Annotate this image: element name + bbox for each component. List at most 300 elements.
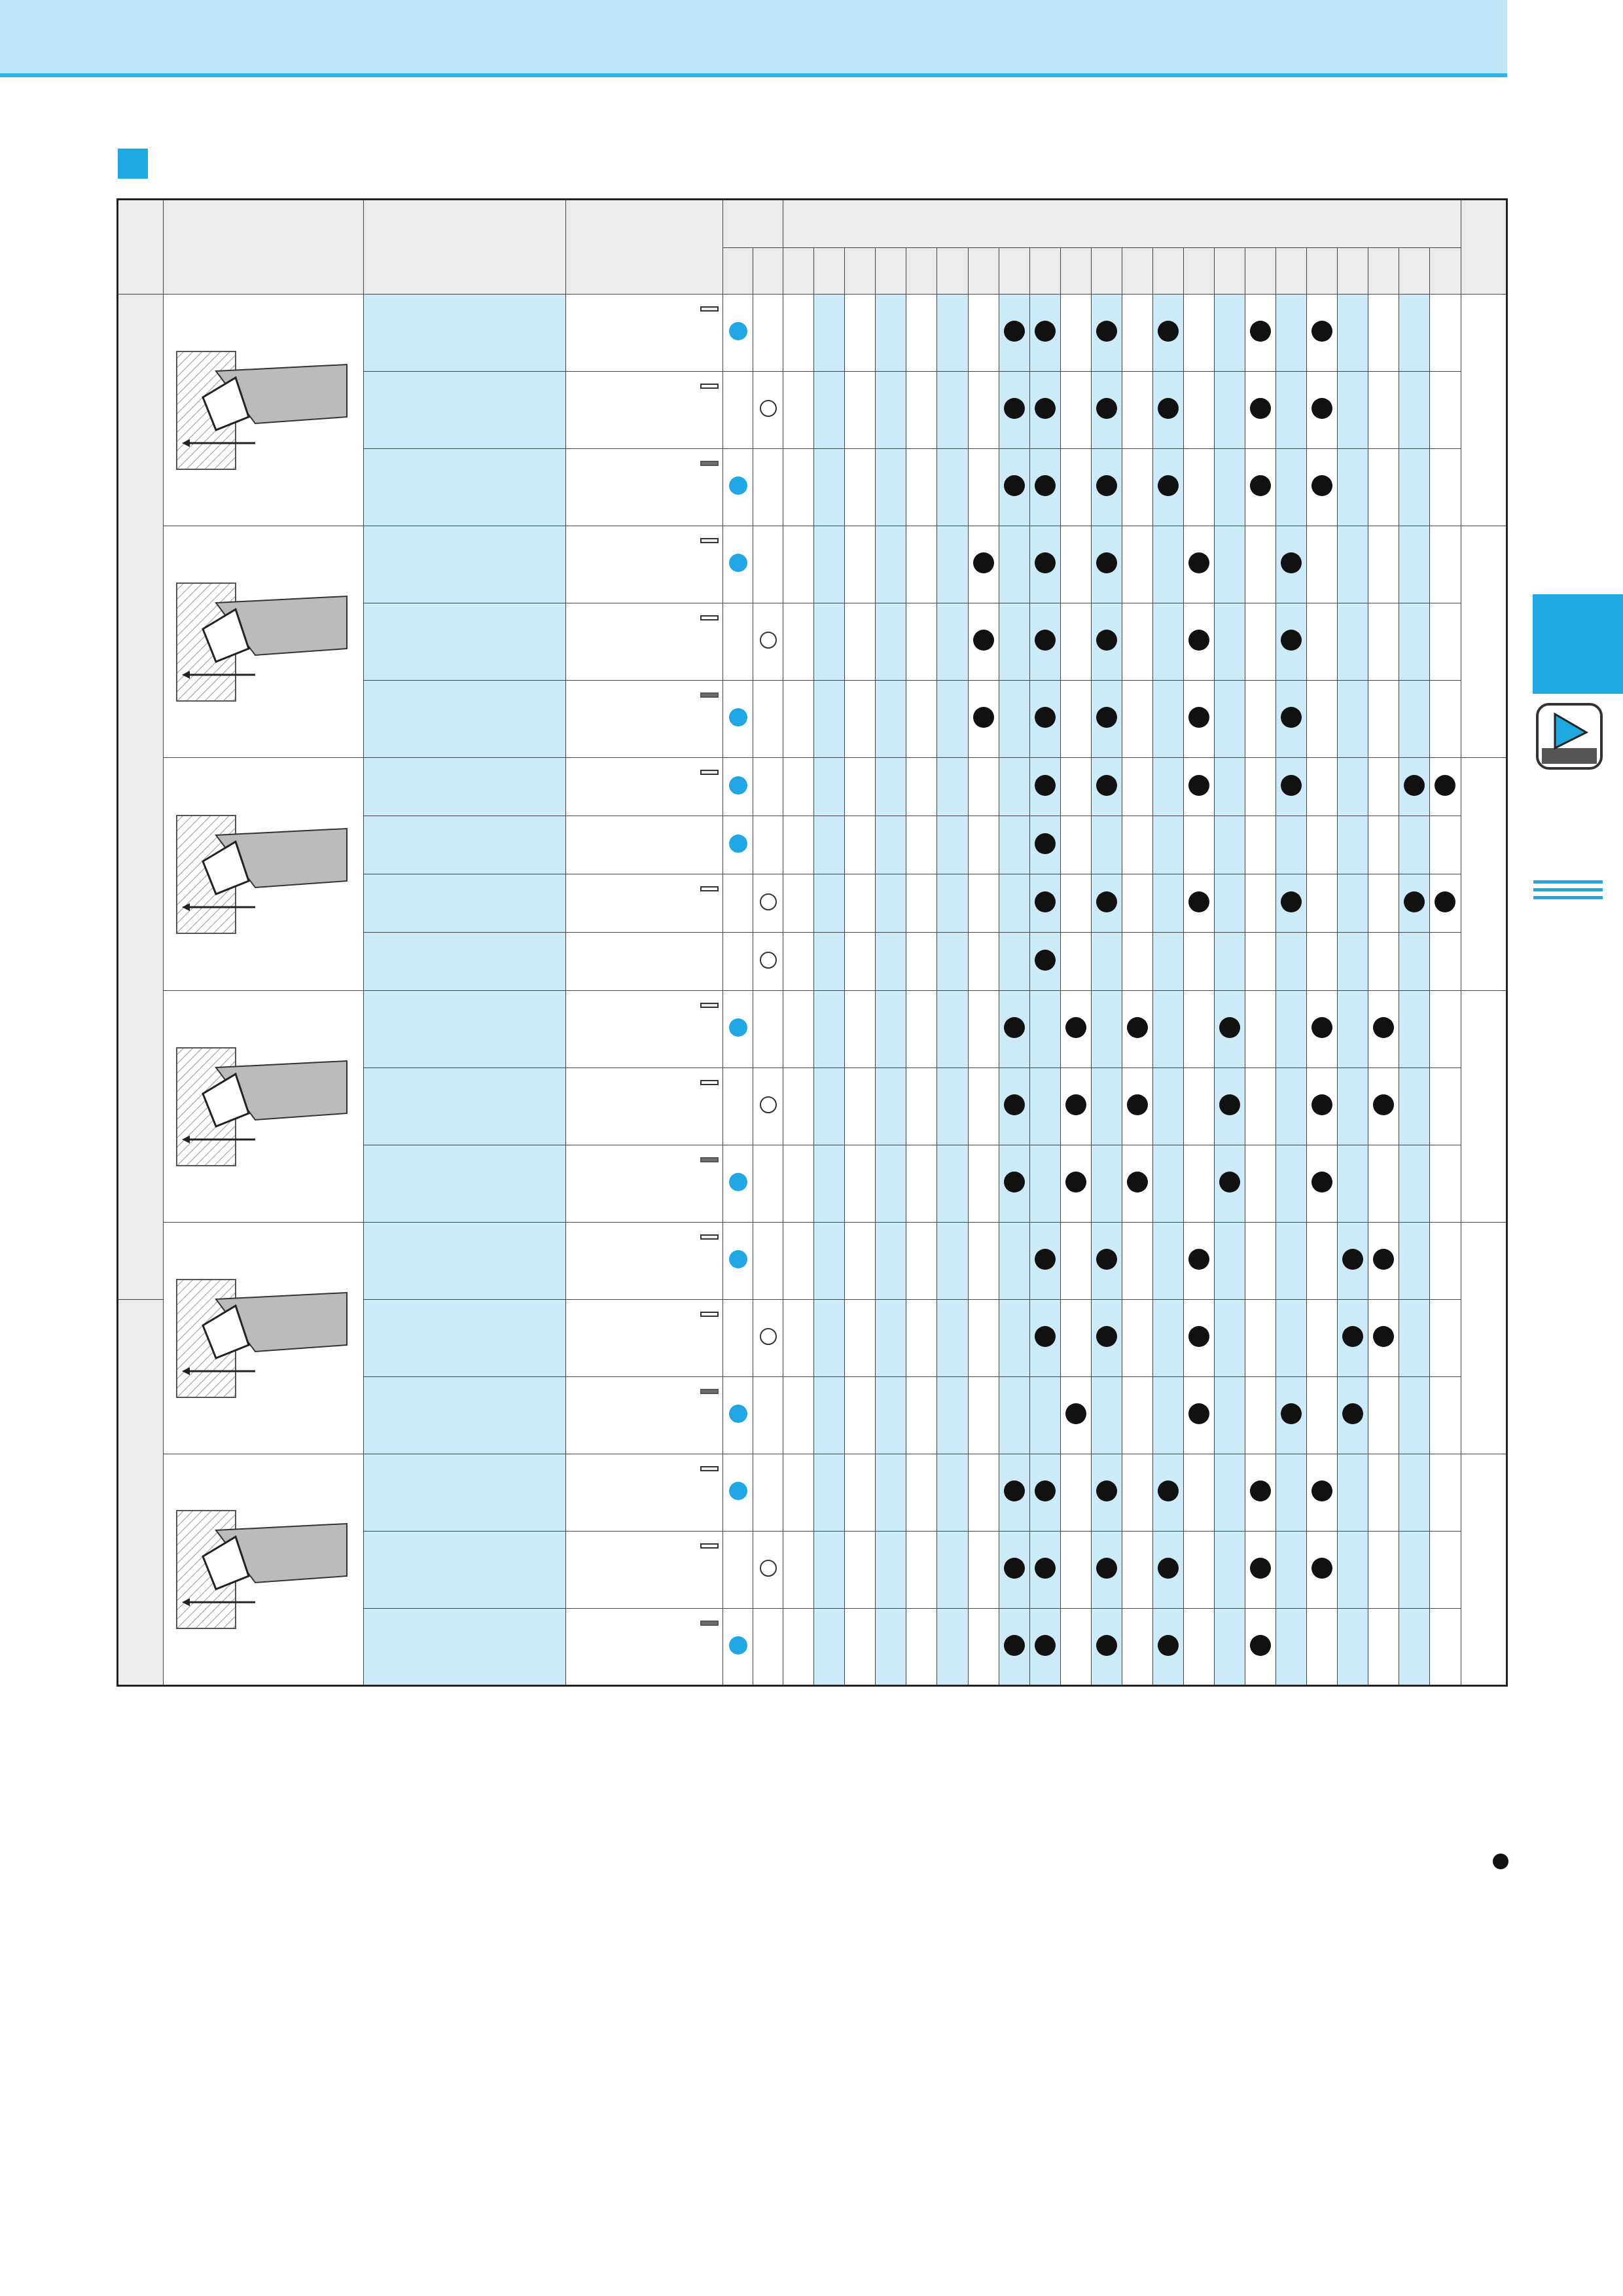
bore-cell	[1245, 681, 1275, 758]
bore-cell	[1060, 526, 1091, 603]
bore-cell	[1214, 1609, 1245, 1686]
bore-cell	[814, 295, 845, 372]
available-dot	[1035, 1480, 1056, 1501]
bore-cell	[1214, 874, 1245, 933]
bore-cell	[1307, 1532, 1338, 1609]
bore-cell	[1368, 1454, 1399, 1532]
shank-type	[565, 1068, 722, 1145]
bore-cell	[876, 1223, 906, 1300]
bore-cell	[814, 603, 845, 681]
shank-type	[565, 1223, 722, 1300]
bore-cell	[1183, 1609, 1214, 1686]
bore-cell	[1183, 1223, 1214, 1300]
bore-cell	[1029, 874, 1060, 933]
bore-cell	[1152, 874, 1183, 933]
bore-cell	[1275, 933, 1306, 991]
bore-cell	[845, 1068, 876, 1145]
see-page-link[interactable]	[1461, 526, 1507, 758]
bore-cell	[999, 1454, 1029, 1532]
bore-cell	[876, 1300, 906, 1377]
bore-cell	[814, 1068, 845, 1145]
coolant-yes-cell	[723, 449, 753, 526]
bore-cell	[1060, 1377, 1091, 1454]
bore-cell	[1307, 681, 1338, 758]
available-dot	[1373, 1017, 1394, 1038]
available-dot	[1035, 630, 1056, 651]
available-dot	[1342, 1403, 1363, 1424]
available-dot	[1435, 891, 1455, 912]
bore-cell	[1122, 758, 1152, 816]
bore-cell	[906, 1145, 937, 1223]
bore-cell	[876, 1145, 906, 1223]
bore-cell	[1368, 603, 1399, 681]
bore-cell	[1245, 1532, 1275, 1609]
boring-bar-type[interactable]	[364, 1223, 565, 1300]
bore-cell	[845, 1377, 876, 1454]
bore-cell	[999, 758, 1029, 816]
bore-cell	[1399, 758, 1430, 816]
bore-cell	[1245, 1609, 1275, 1686]
available-dot	[1188, 1249, 1209, 1270]
bore-cell	[937, 816, 968, 874]
bore-cell	[906, 933, 937, 991]
available-dot	[1158, 398, 1179, 419]
bore-cell	[1152, 933, 1183, 991]
bore-cell	[906, 681, 937, 758]
coolant-yes-cell	[723, 526, 753, 603]
bore-cell	[1122, 991, 1152, 1068]
bore-cell	[968, 991, 999, 1068]
bore-cell	[1399, 1377, 1430, 1454]
coolant-no-mark	[760, 1560, 777, 1577]
table-row	[118, 295, 1507, 372]
bore-cell	[1183, 603, 1214, 681]
bore-cell	[1368, 1532, 1399, 1609]
shank-material-badge	[700, 770, 719, 775]
shank-type	[565, 603, 722, 681]
bore-cell	[845, 991, 876, 1068]
bore-cell	[968, 816, 999, 874]
available-dot	[1065, 1172, 1086, 1193]
bore-cell	[1245, 1145, 1275, 1223]
bore-cell	[968, 295, 999, 372]
see-page-link[interactable]	[1461, 758, 1507, 991]
coolant-yes-mark	[729, 1173, 747, 1191]
boring-bar-type[interactable]	[364, 681, 565, 758]
bore-cell	[1091, 295, 1122, 372]
available-dot	[1096, 1480, 1117, 1501]
boring-bar-type[interactable]	[364, 1609, 565, 1686]
bore-cell	[814, 933, 845, 991]
bore-cell	[1399, 1223, 1430, 1300]
bore-cell	[1029, 1532, 1060, 1609]
available-dot	[1004, 475, 1025, 496]
bore-cell	[1430, 1068, 1461, 1145]
bore-cell	[1060, 1300, 1091, 1377]
bore-cell	[999, 449, 1029, 526]
bore-cell	[937, 1532, 968, 1609]
available-dot	[1342, 1326, 1363, 1347]
bore-cell	[1307, 991, 1338, 1068]
boring-bar-type[interactable]	[364, 1377, 565, 1454]
bore-cell	[814, 449, 845, 526]
bore-cell	[1275, 1223, 1306, 1300]
bore-cell	[783, 1532, 814, 1609]
table-row	[118, 1223, 1507, 1300]
bore-cell	[968, 1145, 999, 1223]
bore-cell	[1060, 991, 1091, 1068]
available-dot	[1035, 398, 1056, 419]
boring-bar-type[interactable]	[364, 295, 565, 372]
bore-cell	[1060, 874, 1091, 933]
bore-cell	[1029, 526, 1060, 603]
bore-cell	[1275, 295, 1306, 372]
bore-cell	[1214, 526, 1245, 603]
bore-cell	[1060, 758, 1091, 816]
shank-material-badge	[700, 615, 719, 620]
bore-cell	[999, 372, 1029, 449]
bore-cell	[906, 372, 937, 449]
bore-diameter-header	[999, 248, 1029, 295]
bore-cell	[906, 1068, 937, 1145]
bore-cell	[1152, 816, 1183, 874]
bore-cell	[999, 874, 1029, 933]
shank-material-badge	[700, 1621, 719, 1626]
bore-cell	[1183, 1454, 1214, 1532]
overview-shape-drawing	[164, 297, 360, 524]
bore-cell	[1091, 1377, 1122, 1454]
coolant-no-cell	[753, 603, 783, 681]
bore-cell	[1307, 933, 1338, 991]
bore-cell	[1060, 603, 1091, 681]
bore-cell	[1029, 295, 1060, 372]
bore-cell	[1122, 681, 1152, 758]
overview-shape-drawing	[164, 994, 360, 1220]
bore-cell	[1245, 295, 1275, 372]
shank-material-badge	[700, 1312, 719, 1317]
bore-cell	[937, 1300, 968, 1377]
bore-cell	[1399, 449, 1430, 526]
shank-type	[565, 449, 722, 526]
boring-bar-type[interactable]	[364, 449, 565, 526]
bore-cell	[1245, 816, 1275, 874]
bore-cell	[876, 1609, 906, 1686]
bore-cell	[1338, 603, 1368, 681]
bore-cell	[1152, 1454, 1183, 1532]
bore-cell	[1430, 816, 1461, 874]
overview-shape	[164, 526, 364, 758]
bore-cell	[999, 603, 1029, 681]
bore-cell	[1307, 758, 1338, 816]
bore-cell	[1029, 1223, 1060, 1300]
chapter-tab[interactable]	[1533, 594, 1623, 694]
bore-cell	[1368, 526, 1399, 603]
bore-cell	[1060, 1068, 1091, 1145]
available-dot	[1373, 1094, 1394, 1115]
bore-cell	[814, 1609, 845, 1686]
bore-cell	[968, 372, 999, 449]
see-page-link[interactable]	[1461, 1454, 1507, 1686]
available-dot	[1035, 1635, 1056, 1656]
bore-cell	[999, 1145, 1029, 1223]
coolant-no-mark	[760, 632, 777, 649]
boring-bar-type[interactable]	[364, 1145, 565, 1223]
bore-diameter-header	[1430, 248, 1461, 295]
bore-cell	[1091, 1068, 1122, 1145]
bore-cell	[1122, 1609, 1152, 1686]
bore-cell	[1183, 1068, 1214, 1145]
available-dot	[1004, 1172, 1025, 1193]
bore-cell	[968, 933, 999, 991]
bore-cell	[1338, 681, 1368, 758]
bore-cell	[1152, 1377, 1183, 1454]
coolant-no-cell	[753, 1377, 783, 1454]
available-dot	[1219, 1094, 1240, 1115]
bore-diameter-header	[1060, 248, 1091, 295]
bore-cell	[937, 603, 968, 681]
bore-cell	[1029, 1145, 1060, 1223]
boring-bar-type[interactable]	[364, 603, 565, 681]
bore-cell	[1060, 1532, 1091, 1609]
bore-cell	[1122, 1223, 1152, 1300]
bore-cell	[1245, 1377, 1275, 1454]
bore-cell	[1183, 758, 1214, 816]
bore-cell	[1091, 372, 1122, 449]
bore-cell	[1060, 933, 1091, 991]
bore-cell	[1214, 1223, 1245, 1300]
available-dot	[1065, 1017, 1086, 1038]
bore-cell	[1122, 372, 1152, 449]
bore-cell	[906, 1609, 937, 1686]
available-dot	[1281, 707, 1302, 728]
bore-cell	[937, 1145, 968, 1223]
bore-cell	[814, 1300, 845, 1377]
bore-cell	[1338, 816, 1368, 874]
available-dot	[1096, 552, 1117, 573]
bore-diameter-header	[1183, 248, 1214, 295]
bore-cell	[1060, 1223, 1091, 1300]
bore-cell	[1275, 526, 1306, 603]
bore-cell	[1091, 991, 1122, 1068]
boring-bar-type[interactable]	[364, 372, 565, 449]
boring-bar-type[interactable]	[364, 758, 565, 816]
available-dot	[1096, 321, 1117, 342]
bore-cell	[1152, 1300, 1183, 1377]
boring-bar-type[interactable]	[364, 991, 565, 1068]
bore-cell	[999, 991, 1029, 1068]
bore-cell	[1430, 1532, 1461, 1609]
bore-cell	[876, 1532, 906, 1609]
bore-cell	[906, 816, 937, 874]
available-dot	[1127, 1094, 1148, 1115]
available-dot	[1127, 1172, 1148, 1193]
bore-cell	[1338, 295, 1368, 372]
bore-cell	[1091, 933, 1122, 991]
bore-diameter-header	[783, 248, 814, 295]
coolant-yes-cell	[723, 1300, 753, 1377]
bore-cell	[906, 1377, 937, 1454]
shank-type	[565, 681, 722, 758]
bore-cell	[1368, 1300, 1399, 1377]
bore-cell	[968, 1532, 999, 1609]
boring-bar-type[interactable]	[364, 1532, 565, 1609]
bore-cell	[1214, 372, 1245, 449]
bore-cell	[1399, 1068, 1430, 1145]
bore-cell	[1307, 372, 1338, 449]
bore-cell	[1245, 758, 1275, 816]
bore-diameter-header	[1091, 248, 1122, 295]
see-page-link[interactable]	[1461, 295, 1507, 526]
coolant-yes-mark	[729, 554, 747, 572]
bore-cell	[1338, 372, 1368, 449]
bore-cell	[1430, 295, 1461, 372]
boring-bar-type[interactable]	[364, 1300, 565, 1377]
bore-diameter-header	[876, 248, 906, 295]
coolant-no-cell	[753, 1300, 783, 1377]
bore-cell	[1245, 1223, 1275, 1300]
see-page-link[interactable]	[1461, 1223, 1507, 1454]
see-page-link[interactable]	[1461, 991, 1507, 1223]
available-dot	[1188, 552, 1209, 573]
bore-cell	[1183, 1377, 1214, 1454]
available-dot	[1035, 1326, 1056, 1347]
bore-cell	[968, 1068, 999, 1145]
bore-diameter-header	[845, 248, 876, 295]
available-dot	[1035, 475, 1056, 496]
bore-cell	[1060, 1454, 1091, 1532]
coolant-no-cell	[753, 1454, 783, 1532]
bore-cell	[814, 991, 845, 1068]
available-dot	[1158, 1558, 1179, 1579]
bore-cell	[1029, 816, 1060, 874]
available-dot	[1373, 1326, 1394, 1347]
available-dot	[1188, 1326, 1209, 1347]
coolant-yes-cell	[723, 1532, 753, 1609]
boring-bar-type[interactable]	[364, 933, 565, 991]
shank-material-badge	[700, 384, 719, 389]
available-dot	[1004, 398, 1025, 419]
bore-cell	[968, 1377, 999, 1454]
footnote-dot-icon	[1493, 1854, 1508, 1869]
coolant-no-cell	[753, 816, 783, 874]
bore-cell	[1368, 1377, 1399, 1454]
bore-cell	[1122, 1454, 1152, 1532]
bore-cell	[783, 874, 814, 933]
bore-cell	[1214, 1068, 1245, 1145]
available-dot	[1435, 775, 1455, 796]
available-dot	[1096, 630, 1117, 651]
bore-cell	[1029, 1377, 1060, 1454]
top-band	[0, 0, 1507, 77]
bore-cell	[1338, 526, 1368, 603]
bore-cell	[1091, 1145, 1122, 1223]
shank-material-badge	[700, 886, 719, 891]
bore-cell	[1368, 874, 1399, 933]
available-dot	[1250, 398, 1271, 419]
boring-bar-type[interactable]	[364, 526, 565, 603]
bore-cell	[876, 449, 906, 526]
available-dot	[1035, 1249, 1056, 1270]
bore-cell	[1338, 1223, 1368, 1300]
bore-cell	[1275, 681, 1306, 758]
bore-cell	[937, 681, 968, 758]
bore-cell	[1245, 449, 1275, 526]
boring-bar-type-header	[364, 200, 565, 295]
bore-cell	[1307, 295, 1338, 372]
overview-shape-drawing	[164, 761, 360, 988]
shank-material-badge	[700, 1389, 719, 1394]
bore-cell	[845, 295, 876, 372]
bore-cell	[783, 449, 814, 526]
bore-diameter-header	[1275, 248, 1306, 295]
bore-cell	[999, 933, 1029, 991]
bore-cell	[845, 449, 876, 526]
available-dot	[1065, 1094, 1086, 1115]
coolant-yes-mark	[729, 1636, 747, 1655]
shank-material-badge	[700, 1234, 719, 1240]
bore-cell	[1307, 1223, 1338, 1300]
coolant-no-cell	[753, 991, 783, 1068]
available-dot	[1250, 1558, 1271, 1579]
coolant-yes-mark	[729, 1482, 747, 1500]
bore-cell	[1183, 816, 1214, 874]
bore-cell	[1368, 933, 1399, 991]
boring-bar-type[interactable]	[364, 1068, 565, 1145]
bore-diameter-header	[906, 248, 937, 295]
coolant-yes-mark	[729, 1250, 747, 1268]
bore-cell	[1029, 1454, 1060, 1532]
coolant-no-cell	[753, 933, 783, 991]
bore-cell	[1368, 758, 1399, 816]
bore-cell	[1430, 603, 1461, 681]
available-dot	[1281, 552, 1302, 573]
available-dot	[1188, 630, 1209, 651]
bore-cell	[937, 1609, 968, 1686]
bore-cell	[937, 449, 968, 526]
bore-cell	[876, 1068, 906, 1145]
bore-cell	[1091, 1454, 1122, 1532]
available-dot	[1096, 1249, 1117, 1270]
coolant-yes-cell	[723, 758, 753, 816]
bore-cell	[1338, 933, 1368, 991]
bore-cell	[876, 874, 906, 933]
boring-bar-type[interactable]	[364, 874, 565, 933]
boring-bar-type[interactable]	[364, 816, 565, 874]
available-dot	[1311, 475, 1332, 496]
available-dot	[1035, 321, 1056, 342]
bore-cell	[1307, 526, 1338, 603]
bore-cell	[1430, 449, 1461, 526]
bore-cell	[968, 449, 999, 526]
shank-type	[565, 295, 722, 372]
bore-cell	[845, 1532, 876, 1609]
bore-cell	[1368, 295, 1399, 372]
bore-cell	[1275, 1532, 1306, 1609]
bore-cell	[814, 681, 845, 758]
overview-shape	[164, 758, 364, 991]
boring-bar-type[interactable]	[364, 1454, 565, 1532]
bore-cell	[1275, 991, 1306, 1068]
available-dot	[1281, 775, 1302, 796]
bore-diameter-header	[937, 248, 968, 295]
coolant-yes-cell	[723, 1377, 753, 1454]
bore-cell	[876, 681, 906, 758]
bore-cell	[1152, 372, 1183, 449]
bore-cell	[814, 1377, 845, 1454]
bore-cell	[1091, 1300, 1122, 1377]
bore-cell	[1245, 933, 1275, 991]
bore-cell	[845, 874, 876, 933]
